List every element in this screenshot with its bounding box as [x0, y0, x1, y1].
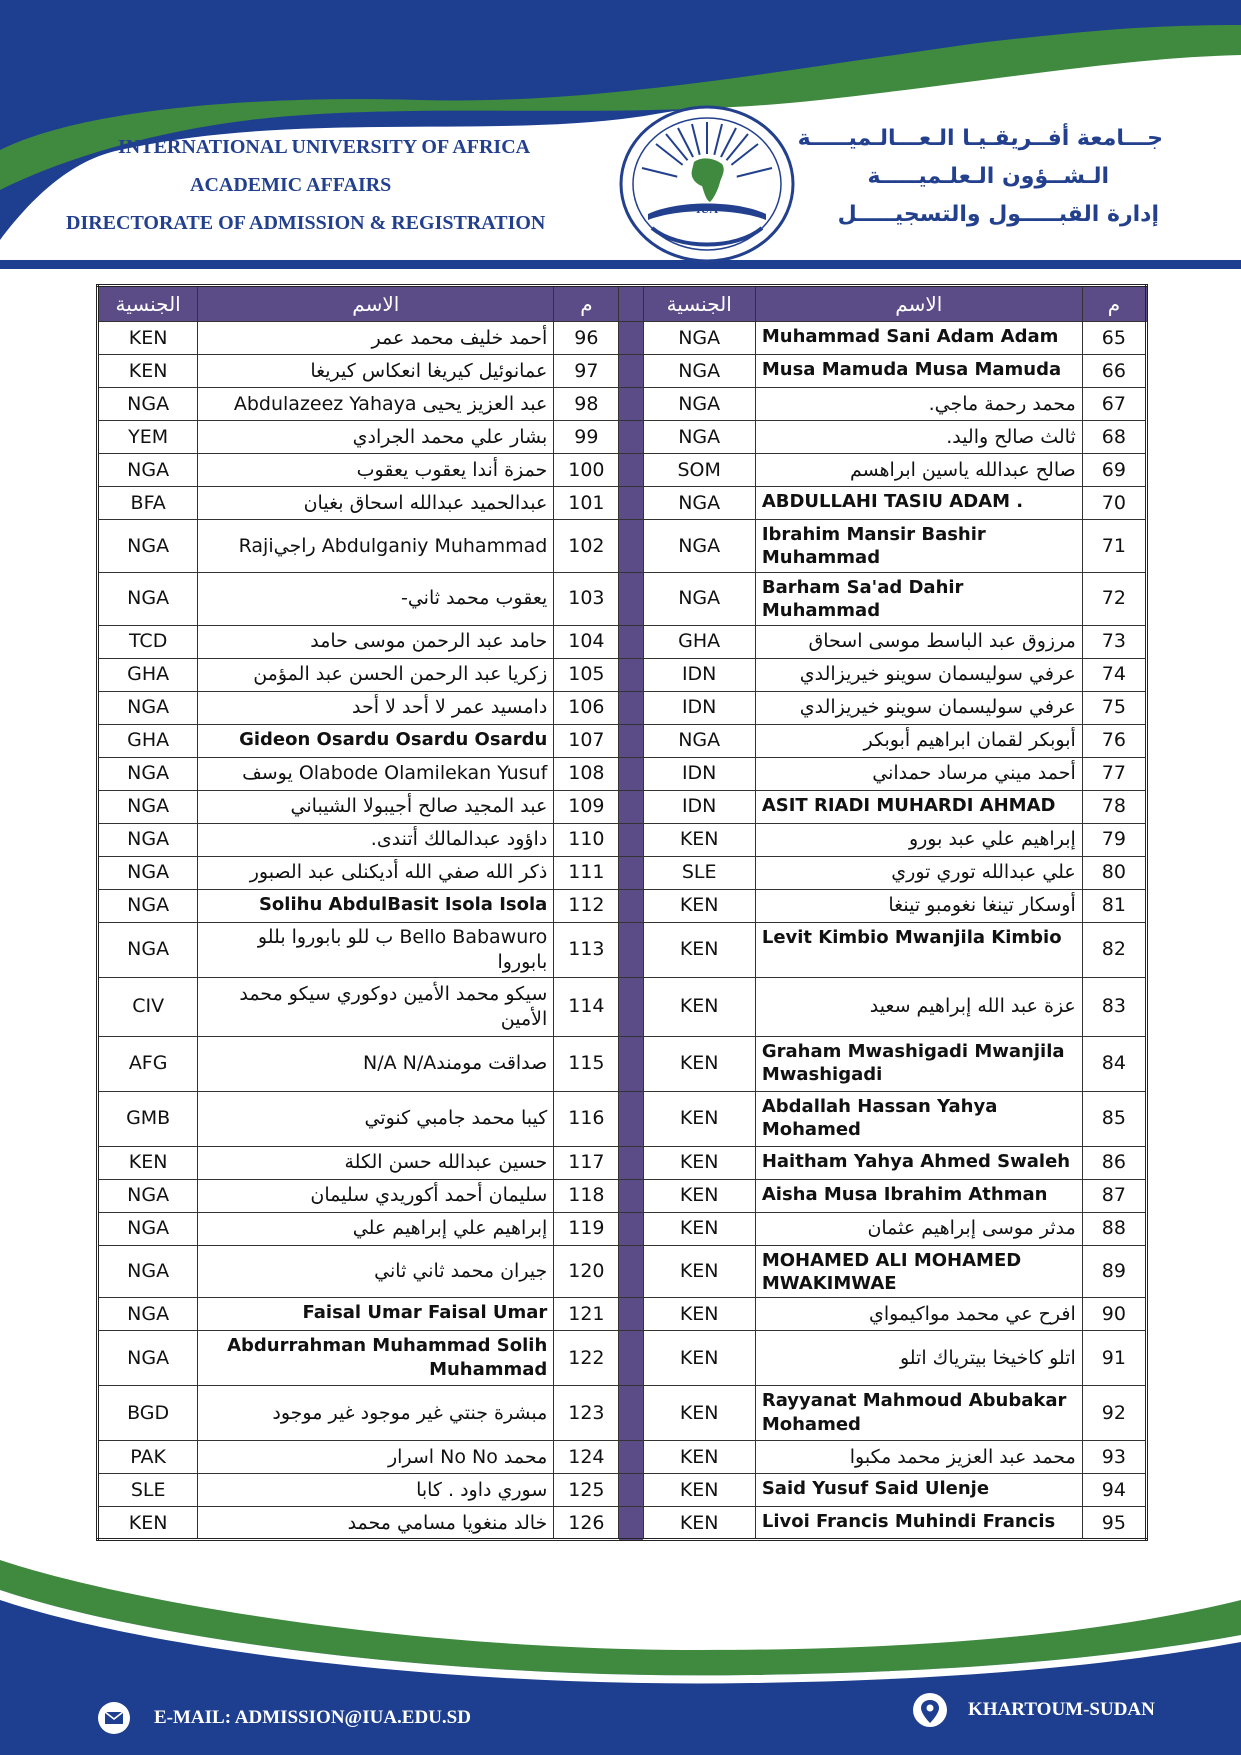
- spacer-cell: [619, 454, 643, 487]
- name-cell: جيران محمد ثاني ثاني: [198, 1245, 554, 1298]
- name-cell: عبد المجيد صالح أجيبولا الشيباني: [198, 790, 554, 823]
- spacer-cell: [619, 823, 643, 856]
- number-cell: 66: [1082, 355, 1146, 388]
- nationality-cell: KEN: [643, 977, 755, 1036]
- spacer-cell: [619, 520, 643, 573]
- number-cell: 109: [554, 790, 619, 823]
- nationality-cell: KEN: [643, 1331, 755, 1386]
- nationality-cell: NGA: [98, 856, 198, 889]
- table-row: [98, 691, 1147, 724]
- table-row: [98, 1474, 1147, 1507]
- table-row: [98, 1331, 1147, 1386]
- table-row: [98, 1298, 1147, 1331]
- table-row: [98, 658, 1147, 691]
- number-cell: 110: [554, 823, 619, 856]
- spacer-cell: [619, 1212, 643, 1245]
- number-cell: 75: [1082, 691, 1146, 724]
- nationality-cell: NGA: [98, 520, 198, 573]
- name-cell: حسين عبدالله حسن الكلة: [198, 1146, 554, 1179]
- name-cell: سيكو محمد الأمين دوكوري سيكو محمد الأمين: [198, 977, 554, 1036]
- number-cell: 96: [554, 322, 619, 355]
- table-row: [98, 1441, 1147, 1474]
- number-cell: 86: [1082, 1146, 1146, 1179]
- spacer-cell: [619, 1386, 643, 1441]
- table-row: [98, 823, 1147, 856]
- name-cell: اتلو كاخيخا بيترياك اتلو: [755, 1331, 1082, 1386]
- header-nationality-right: الجنسية: [98, 286, 198, 322]
- name-cell: Solihu AbdulBasit Isola Isola: [198, 889, 554, 922]
- nationality-cell: KEN: [643, 1091, 755, 1146]
- name-cell: Olabode Olamilekan Yusuf يوسف: [198, 757, 554, 790]
- table-row: [98, 1212, 1147, 1245]
- name-cell: حمزة أندا يعقوب يعقوب: [198, 454, 554, 487]
- table-row: [98, 625, 1147, 658]
- number-cell: 124: [554, 1441, 619, 1474]
- number-cell: 80: [1082, 856, 1146, 889]
- name-cell: محمد رحمة ماجي.: [755, 388, 1082, 421]
- name-cell: صالح عبدالله ياسين ابراهسم: [755, 454, 1082, 487]
- spacer-cell: [619, 977, 643, 1036]
- number-cell: 101: [554, 487, 619, 520]
- spacer-cell: [619, 1245, 643, 1298]
- name-cell: Ibrahim Mansir Bashir Muhammad: [755, 520, 1082, 573]
- table-row: [98, 977, 1147, 1036]
- nationality-cell: KEN: [643, 1036, 755, 1091]
- spacer-cell: [619, 1146, 643, 1179]
- table-row: [98, 856, 1147, 889]
- nationality-cell: IDN: [643, 691, 755, 724]
- nationality-cell: IDN: [643, 658, 755, 691]
- name-cell: حامد عبد الرحمن موسى حامد: [198, 625, 554, 658]
- table-row: [98, 355, 1147, 388]
- number-cell: 77: [1082, 757, 1146, 790]
- number-cell: 114: [554, 977, 619, 1036]
- name-cell: عبد العزيز يحيى Abdulazeez Yahaya: [198, 388, 554, 421]
- number-cell: 113: [554, 922, 619, 977]
- nationality-cell: NGA: [98, 757, 198, 790]
- header-en-line-2: ACADEMIC AFFAIRS: [190, 174, 392, 196]
- number-cell: 125: [554, 1474, 619, 1507]
- footer-location: KHARTOUM-SUDAN: [968, 1699, 1155, 1720]
- number-cell: 70: [1082, 487, 1146, 520]
- nationality-cell: NGA: [98, 1298, 198, 1331]
- nationality-cell: KEN: [643, 1146, 755, 1179]
- table-row: [98, 421, 1147, 454]
- number-cell: 100: [554, 454, 619, 487]
- nationality-cell: GMB: [98, 1091, 198, 1146]
- name-cell: ABDULLAHI TASIU ADAM .: [755, 487, 1082, 520]
- spacer-cell: [619, 572, 643, 625]
- nationality-cell: KEN: [98, 355, 198, 388]
- nationality-cell: KEN: [643, 889, 755, 922]
- number-cell: 85: [1082, 1091, 1146, 1146]
- table-row: [98, 922, 1147, 977]
- nationality-cell: NGA: [98, 922, 198, 977]
- number-cell: 69: [1082, 454, 1146, 487]
- nationality-cell: NGA: [643, 355, 755, 388]
- name-cell: أوسكار تينغا نغومبو تينغا: [755, 889, 1082, 922]
- table-row: [98, 790, 1147, 823]
- spacer-cell: [619, 889, 643, 922]
- name-cell: مرزوق عبد الباسط موسى اسحاق: [755, 625, 1082, 658]
- number-cell: 116: [554, 1091, 619, 1146]
- table-row: [98, 889, 1147, 922]
- name-cell: كيبا محمد جامبي كنوتي: [198, 1091, 554, 1146]
- nationality-cell: NGA: [98, 454, 198, 487]
- name-cell: خالد منغويا مسامي محمد: [198, 1507, 554, 1540]
- nationality-cell: KEN: [98, 322, 198, 355]
- logo-text: IUA: [695, 202, 719, 216]
- header-spacer: [619, 286, 643, 322]
- number-cell: 89: [1082, 1245, 1146, 1298]
- spacer-cell: [619, 691, 643, 724]
- nationality-cell: IDN: [643, 790, 755, 823]
- number-cell: 102: [554, 520, 619, 573]
- nationality-cell: NGA: [643, 487, 755, 520]
- university-logo: [618, 104, 796, 264]
- number-cell: 79: [1082, 823, 1146, 856]
- nationality-cell: KEN: [643, 1212, 755, 1245]
- table-row: [98, 1245, 1147, 1298]
- name-cell: Bello Babawuro ب للو بابوروا بللو بابوروا: [198, 922, 554, 977]
- nationality-cell: KEN: [643, 1386, 755, 1441]
- name-cell: Aisha Musa Ibrahim Athman: [755, 1179, 1082, 1212]
- name-cell: دامسيد عمر لا أحد لا أحد: [198, 691, 554, 724]
- nationality-cell: SLE: [98, 1474, 198, 1507]
- nationality-cell: BFA: [98, 487, 198, 520]
- nationality-cell: CIV: [98, 977, 198, 1036]
- spacer-cell: [619, 658, 643, 691]
- spacer-cell: [619, 1179, 643, 1212]
- number-cell: 94: [1082, 1474, 1146, 1507]
- name-cell: Abdulganiy Muhammad راجيRaji: [198, 520, 554, 573]
- spacer-cell: [619, 388, 643, 421]
- nationality-cell: BGD: [98, 1386, 198, 1441]
- number-cell: 106: [554, 691, 619, 724]
- spacer-cell: [619, 1474, 643, 1507]
- number-cell: 73: [1082, 625, 1146, 658]
- nationality-cell: GHA: [98, 724, 198, 757]
- number-cell: 107: [554, 724, 619, 757]
- nationality-cell: KEN: [643, 1474, 755, 1507]
- number-cell: 81: [1082, 889, 1146, 922]
- nationality-cell: NGA: [98, 691, 198, 724]
- name-cell: عرفي سوليسمان سوينو خيريزالدي: [755, 691, 1082, 724]
- spacer-cell: [619, 625, 643, 658]
- spacer-cell: [619, 1298, 643, 1331]
- nationality-cell: NGA: [643, 572, 755, 625]
- name-cell: مدثر موسى إبراهيم عثمان: [755, 1212, 1082, 1245]
- number-cell: 71: [1082, 520, 1146, 573]
- name-cell: ذكر الله صفي الله أديكنلى عبد الصبور: [198, 856, 554, 889]
- name-cell: افرح عي محمد مواكيمواي: [755, 1298, 1082, 1331]
- name-cell: محمد عبد العزيز محمد مكبوا: [755, 1441, 1082, 1474]
- number-cell: 126: [554, 1507, 619, 1540]
- header-ar-line-1: جـــامعة أفــريقـيـا الـعـــالـميـــــة: [797, 126, 1163, 151]
- number-cell: 68: [1082, 421, 1146, 454]
- table-row: [98, 724, 1147, 757]
- nationality-cell: KEN: [643, 1298, 755, 1331]
- table-row: [98, 572, 1147, 625]
- nationality-cell: KEN: [643, 1507, 755, 1540]
- nationality-cell: NGA: [98, 889, 198, 922]
- table-row: [98, 1179, 1147, 1212]
- table-row: [98, 487, 1147, 520]
- nationality-cell: NGA: [98, 1331, 198, 1386]
- nationality-cell: NGA: [643, 724, 755, 757]
- number-cell: 74: [1082, 658, 1146, 691]
- spacer-cell: [619, 790, 643, 823]
- header-num-left: م: [1082, 286, 1146, 322]
- number-cell: 122: [554, 1331, 619, 1386]
- name-cell: ASIT RIADI MUHARDI AHMAD: [755, 790, 1082, 823]
- name-cell: Said Yusuf Said Ulenje: [755, 1474, 1082, 1507]
- number-cell: 111: [554, 856, 619, 889]
- name-cell: داؤود عبدالمالك أتندى.: [198, 823, 554, 856]
- name-cell: إبراهيم علي إبراهيم علي: [198, 1212, 554, 1245]
- nationality-cell: NGA: [643, 388, 755, 421]
- name-cell: علي عبدالله توري توري: [755, 856, 1082, 889]
- header-num-right: م: [554, 286, 619, 322]
- name-cell: Abdallah Hassan Yahya Mohamed: [755, 1091, 1082, 1146]
- name-cell: بشار علي محمد الجرادي: [198, 421, 554, 454]
- number-cell: 98: [554, 388, 619, 421]
- name-cell: محمد No No اسرار: [198, 1441, 554, 1474]
- name-cell: مبشرة جنتي غير موجود غير موجود: [198, 1386, 554, 1441]
- location-pin-icon: [910, 1692, 950, 1732]
- number-cell: 112: [554, 889, 619, 922]
- number-cell: 92: [1082, 1386, 1146, 1441]
- name-cell: Rayyanat Mahmoud Abubakar Mohamed: [755, 1386, 1082, 1441]
- number-cell: 97: [554, 355, 619, 388]
- name-cell: Faisal Umar Faisal Umar: [198, 1298, 554, 1331]
- name-cell: Graham Mwashigadi Mwanjila Mwashigadi: [755, 1036, 1082, 1091]
- number-cell: 119: [554, 1212, 619, 1245]
- number-cell: 105: [554, 658, 619, 691]
- nationality-cell: SOM: [643, 454, 755, 487]
- spacer-cell: [619, 757, 643, 790]
- name-cell: أحمد خليف محمد عمر: [198, 322, 554, 355]
- nationality-cell: NGA: [98, 572, 198, 625]
- nationality-cell: NGA: [98, 1179, 198, 1212]
- name-cell: عرفي سوليسمان سوينو خيريزالدي: [755, 658, 1082, 691]
- name-cell: MOHAMED ALI MOHAMED MWAKIMWAE: [755, 1245, 1082, 1298]
- number-cell: 65: [1082, 322, 1146, 355]
- number-cell: 87: [1082, 1179, 1146, 1212]
- spacer-cell: [619, 922, 643, 977]
- number-cell: 103: [554, 572, 619, 625]
- header-nationality-left: الجنسية: [643, 286, 755, 322]
- header-name-left: الاسم: [755, 286, 1082, 322]
- number-cell: 104: [554, 625, 619, 658]
- number-cell: 78: [1082, 790, 1146, 823]
- nationality-cell: GHA: [643, 625, 755, 658]
- number-cell: 67: [1082, 388, 1146, 421]
- number-cell: 93: [1082, 1441, 1146, 1474]
- nationality-cell: NGA: [643, 421, 755, 454]
- number-cell: 123: [554, 1386, 619, 1441]
- name-cell: Levit Kimbio Mwanjila Kimbio: [755, 922, 1082, 977]
- header-ar-line-3: إدارة القبـــــول والتسجيـــــل: [837, 202, 1159, 227]
- nationality-cell: NGA: [98, 1212, 198, 1245]
- nationality-cell: KEN: [98, 1507, 198, 1540]
- name-cell: Barham Sa'ad Dahir Muhammad: [755, 572, 1082, 625]
- nationality-cell: PAK: [98, 1441, 198, 1474]
- nationality-cell: NGA: [98, 388, 198, 421]
- spacer-cell: [619, 1036, 643, 1091]
- name-cell: Livoi Francis Muhindi Francis: [755, 1507, 1082, 1540]
- number-cell: 88: [1082, 1212, 1146, 1245]
- nationality-cell: GHA: [98, 658, 198, 691]
- table-row: [98, 1146, 1147, 1179]
- spacer-cell: [619, 1507, 643, 1540]
- spacer-cell: [619, 421, 643, 454]
- name-cell: Abdurrahman Muhammad Solih Muhammad: [198, 1331, 554, 1386]
- number-cell: 115: [554, 1036, 619, 1091]
- table-row: [98, 454, 1147, 487]
- nationality-cell: YEM: [98, 421, 198, 454]
- name-cell: عزة عبد الله إبراهيم سعيد: [755, 977, 1082, 1036]
- number-cell: 99: [554, 421, 619, 454]
- nationality-cell: NGA: [643, 520, 755, 573]
- number-cell: 108: [554, 757, 619, 790]
- number-cell: 120: [554, 1245, 619, 1298]
- number-cell: 84: [1082, 1036, 1146, 1091]
- number-cell: 91: [1082, 1331, 1146, 1386]
- number-cell: 121: [554, 1298, 619, 1331]
- spacer-cell: [619, 1441, 643, 1474]
- table-row: [98, 1386, 1147, 1441]
- number-cell: 83: [1082, 977, 1146, 1036]
- nationality-cell: NGA: [98, 1245, 198, 1298]
- number-cell: 76: [1082, 724, 1146, 757]
- spacer-cell: [619, 355, 643, 388]
- email-icon: [96, 1700, 132, 1736]
- nationality-cell: IDN: [643, 757, 755, 790]
- nationality-cell: KEN: [643, 1179, 755, 1212]
- header-ar-line-2: الـشــؤون الـعلـميـــــة: [867, 164, 1109, 189]
- header-en-line-3: DIRECTORATE OF ADMISSION & REGISTRATION: [66, 212, 546, 234]
- name-cell: سوري داود . كابا: [198, 1474, 554, 1507]
- name-cell: إبراهيم علي عبد بورو: [755, 823, 1082, 856]
- spacer-cell: [619, 487, 643, 520]
- name-cell: ثالث صالح واليد.: [755, 421, 1082, 454]
- name-cell: أحمد ميني مرساد حمداني: [755, 757, 1082, 790]
- spacer-cell: [619, 856, 643, 889]
- header-name-right: الاسم: [198, 286, 554, 322]
- table-row: [98, 520, 1147, 573]
- name-cell: Haitham Yahya Ahmed Swaleh: [755, 1146, 1082, 1179]
- nationality-cell: KEN: [98, 1146, 198, 1179]
- footer-email: E-MAIL: ADMISSION@IUA.EDU.SD: [154, 1707, 471, 1728]
- name-cell: Musa Mamuda Musa Mamuda: [755, 355, 1082, 388]
- table-row: [98, 1091, 1147, 1146]
- nationality-cell: KEN: [643, 1245, 755, 1298]
- name-cell: عبدالحميد عبدالله اسحاق بغيان: [198, 487, 554, 520]
- table-row: [98, 1036, 1147, 1091]
- name-cell: Gideon Osardu Osardu Osardu: [198, 724, 554, 757]
- table-row: [98, 1507, 1147, 1540]
- table-row: [98, 322, 1147, 355]
- spacer-cell: [619, 724, 643, 757]
- nationality-cell: KEN: [643, 823, 755, 856]
- number-cell: 72: [1082, 572, 1146, 625]
- nationality-cell: TCD: [98, 625, 198, 658]
- spacer-cell: [619, 1331, 643, 1386]
- name-cell: يعقوب محمد ثاني-: [198, 572, 554, 625]
- spacer-cell: [619, 322, 643, 355]
- nationality-cell: NGA: [98, 823, 198, 856]
- spacer-cell: [619, 1091, 643, 1146]
- nationality-cell: AFG: [98, 1036, 198, 1091]
- nationality-cell: KEN: [643, 922, 755, 977]
- nationality-cell: SLE: [643, 856, 755, 889]
- nationality-cell: NGA: [98, 790, 198, 823]
- number-cell: 82: [1082, 922, 1146, 977]
- name-cell: صداقت مومندN/A N/A: [198, 1036, 554, 1091]
- table-row: [98, 388, 1147, 421]
- table-body: [98, 322, 1147, 1540]
- table-header-row: [98, 286, 1147, 322]
- header-en-line-1: INTERNATIONAL UNIVERSITY OF AFRICA: [118, 136, 531, 158]
- nationality-cell: NGA: [643, 322, 755, 355]
- name-cell: Muhammad Sani Adam Adam: [755, 322, 1082, 355]
- nationality-cell: KEN: [643, 1441, 755, 1474]
- name-cell: عمانوئيل كيريغا انعكاس كيريغا: [198, 355, 554, 388]
- students-table: [96, 284, 1148, 1541]
- number-cell: 90: [1082, 1298, 1146, 1331]
- number-cell: 117: [554, 1146, 619, 1179]
- name-cell: زكريا عبد الرحمن الحسن عبد المؤمن: [198, 658, 554, 691]
- number-cell: 118: [554, 1179, 619, 1212]
- table-row: [98, 757, 1147, 790]
- name-cell: سليمان أحمد أكوريدي سليمان: [198, 1179, 554, 1212]
- name-cell: أبوبكر لقمان ابراهيم أبوبكر: [755, 724, 1082, 757]
- number-cell: 95: [1082, 1507, 1146, 1540]
